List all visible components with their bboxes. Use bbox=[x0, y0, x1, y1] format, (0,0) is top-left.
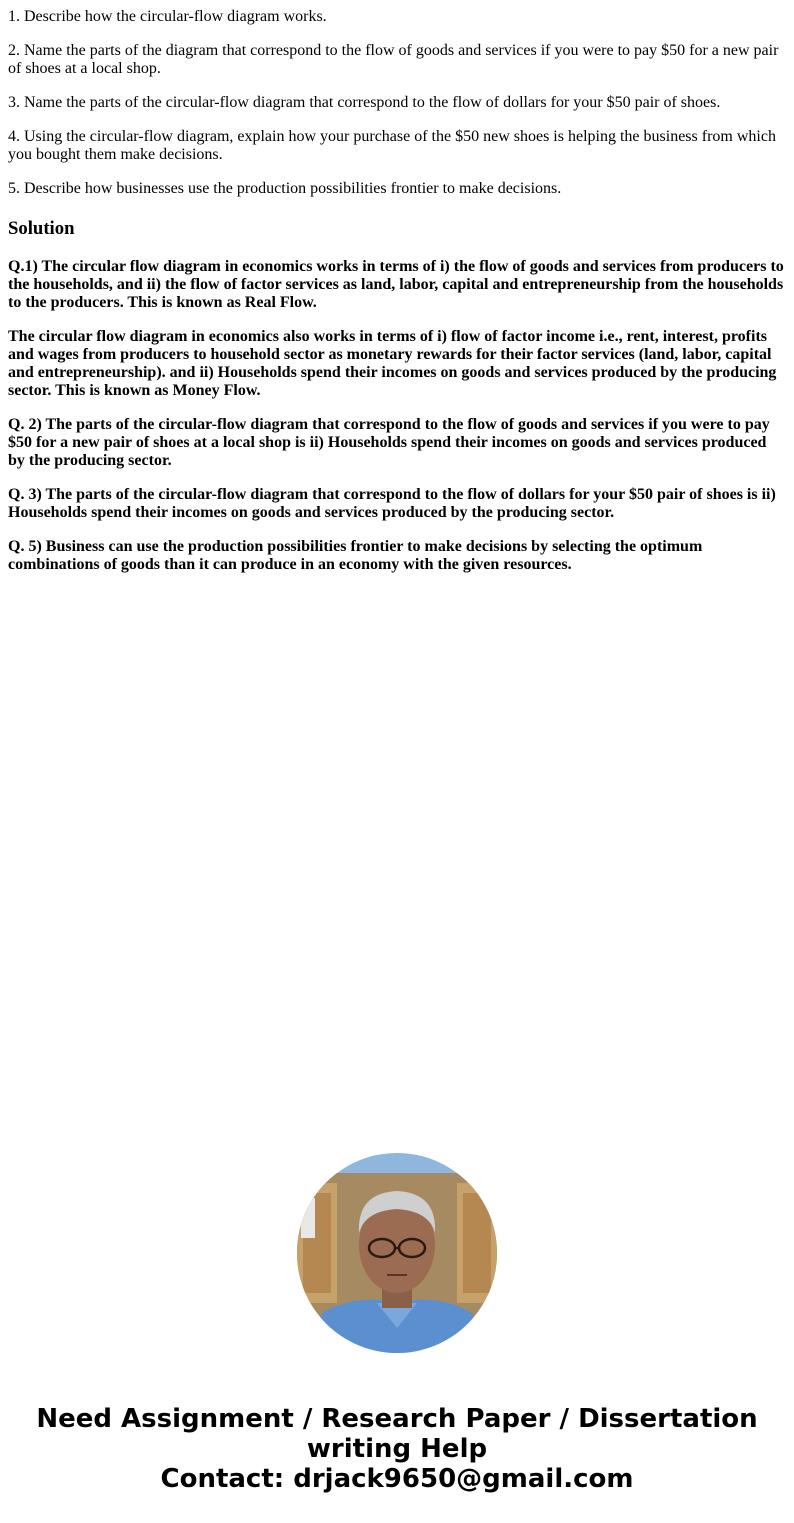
question-3: 3. Name the parts of the circular-flow diagram that correspond to the flow of dollars for your $50 pair of shoes. bbox=[8, 94, 721, 111]
question-4: 4. Using the circular-flow diagram, explain how your purchase of the $50 new shoes is helping the business from which you bought them make decisions. bbox=[8, 128, 776, 163]
question-1: 1. Describe how the circular-flow diagram works. bbox=[8, 8, 327, 25]
question-2: 2. Name the parts of the diagram that correspond to the flow of goods and services if you were to pay $50 for a new pair of shoes at a local shop. bbox=[8, 42, 779, 77]
question-5: 5. Describe how businesses use the production possibilities frontier to make decisions. bbox=[8, 180, 562, 197]
promo-line-2: writing Help bbox=[306, 1434, 488, 1464]
answer-q2: Q. 2) The parts of the circular-flow diagram that correspond to the flow of goods and services if you were to pay $50 for a new pair of shoes at a local shop is ii) Households spend their incomes on goods and services produced by the producing sector. bbox=[8, 416, 770, 469]
answer-q1-money-flow: The circular flow diagram in economics also works in terms of i) flow of factor income i.e., rent, interest, profits and wages from producers to household sector as monetary rewards for their factor services (land, labor, capital and entrepreneurship). and ii) Households spend their incomes on goods and services produced by the producing sector. This is known as Money Flow. bbox=[8, 328, 777, 399]
document-body bbox=[8, 8, 786, 590]
solution-heading: Solution bbox=[8, 218, 75, 239]
answer-q5: Q. 5) Business can use the production possibilities frontier to make decisions by selecting the optimum combinations of goods than it can produce in an economy with the given resources. bbox=[8, 538, 703, 573]
author-avatar bbox=[297, 1153, 497, 1353]
answer-q1-real-flow: Q.1) The circular flow diagram in economics works in terms of i) the flow of goods and services from producers to the households, and ii) the flow of factor services as land, labor, capital and entrepreneurship from the households to the producers. This is known as Real Flow. bbox=[8, 258, 784, 311]
promo-banner bbox=[0, 1404, 794, 1494]
author-portrait-image bbox=[297, 1153, 497, 1353]
answer-q3: Q. 3) The parts of the circular-flow diagram that correspond to the flow of dollars for your $50 pair of shoes is ii) Households spend their incomes on goods and services produced by the producing sector. bbox=[8, 486, 776, 521]
promo-contact-email: Contact: drjack9650@gmail.com bbox=[160, 1464, 634, 1494]
promo-line-1: Need Assignment / Research Paper / Dissertation bbox=[36, 1404, 758, 1434]
